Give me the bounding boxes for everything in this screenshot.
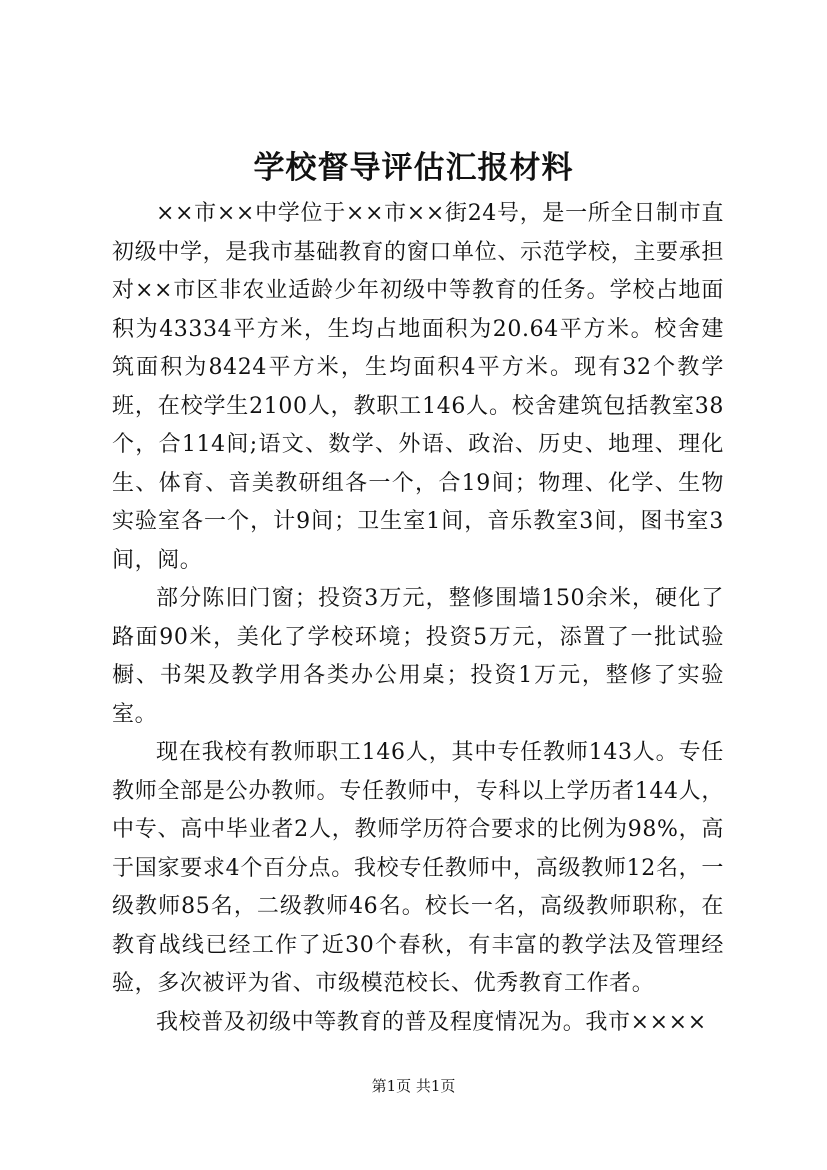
paragraph-education-coverage: 我校普及初级中等教育的普及程度情况为。我市××××: [156, 1009, 707, 1035]
paragraph-teaching-staff: 现在我校有教师职工146人，其中专任教师143人。专任教师全部是公办教师。专任教师中，专科以上学历者144人，中专、高中毕业者2人，教师学历符合要求的比例为98%，高于国家要求4个百分点。我校专任教师中，高级教师12名，一级教师85名，二级教师46名。校长一名，高级教师职称，在教育战线已经工作了近30个春秋，有丰富的教学法及管理经验，多次被评为省、市级模范校长、优秀教育工作者。: [112, 740, 724, 996]
paragraph-renovation: 部分陈旧门窗；投资3万元，整修围墙150余米，硬化了路面90米，美化了学校环境；投资5万元，添置了一批试验橱、书架及教学用各类办公用桌；投资1万元，整修了实验室。: [112, 586, 724, 727]
page-footer: 第1页 共1页: [371, 1077, 456, 1095]
document-title: 学校督导评估汇报材料: [253, 150, 574, 186]
paragraph-school-overview: ××市××中学位于××市××街24号，是一所全日制市直初级中学，是我市基础教育的窗口单位、示范学校，主要承担对××市区非农业适龄少年初级中等教育的任务。学校占地面积为43334平方米，生均占地面积为20.64平方米。校舍建筑面积为8424平方米，生均面积4平方米。现有32个教学班，在校学生2100人，教职工146人。校舍建筑包括教室38个，合114间;语文、数学、外语、政治、历史、地理、理化生、体育、音美教研组各一个，合19间；物理、化学、生物实验室各一个，计9间；卫生室1间，音乐教室3间，图书室3间，阅。: [112, 201, 724, 573]
document-body: [112, 195, 724, 1042]
